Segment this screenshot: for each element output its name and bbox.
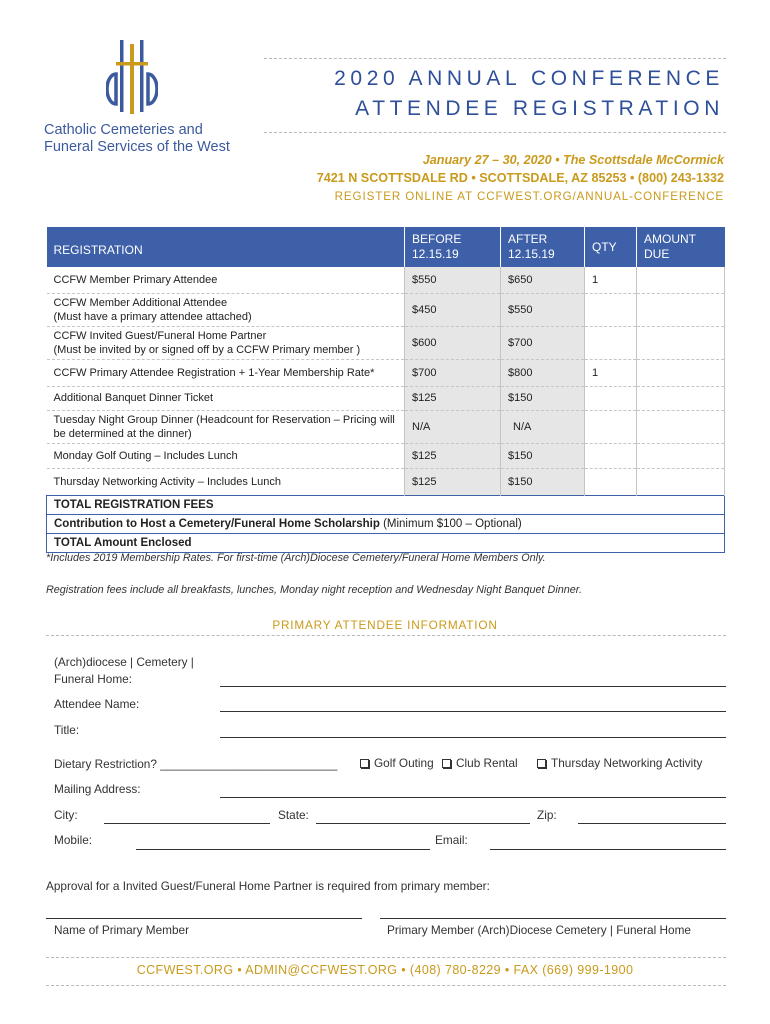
- organization-logo: [44, 38, 244, 158]
- org-name-line2: Funeral Services of the West: [44, 139, 230, 155]
- title-label: Title:: [54, 723, 80, 737]
- attendee-name-field[interactable]: [220, 711, 726, 712]
- row-amount[interactable]: [637, 359, 725, 386]
- row-qty[interactable]: [585, 293, 637, 326]
- mailing-address-field[interactable]: [220, 797, 726, 798]
- row-label: CCFW Invited Guest/Funeral Home Partner (Must be invited by or signed off by a CCFW Primary member ): [47, 326, 405, 359]
- register-online-link[interactable]: REGISTER ONLINE AT CCFWEST.ORG/ANNUAL-CONFERENCE: [334, 190, 724, 203]
- header-registration: REGISTRATION: [47, 227, 405, 267]
- title-line1: 2020 ANNUAL CONFERENCE: [334, 67, 724, 90]
- zip-field[interactable]: [578, 823, 726, 824]
- table-row: [47, 386, 725, 410]
- event-date: January 27 – 30, 2020 • The Scottsdale McCormick: [422, 153, 724, 167]
- row-before-price: $550: [405, 267, 501, 293]
- total-enclosed-label: TOTAL Amount Enclosed: [47, 533, 725, 552]
- primary-member-org-field[interactable]: [380, 918, 726, 919]
- membership-note: *Includes 2019 Membership Rates. For first-time (Arch)Diocese Cemetery/Funeral Home Members Only.: [46, 552, 546, 564]
- primary-member-name-label: Name of Primary Member: [54, 923, 190, 937]
- approval-text: Approval for a Invited Guest/Funeral Home Partner is required from primary member:: [46, 879, 490, 893]
- dietary-label: Dietary Restriction? ___________________________: [54, 757, 338, 771]
- table-row: [47, 410, 725, 443]
- row-qty[interactable]: [585, 326, 637, 359]
- city-field[interactable]: [104, 823, 270, 824]
- table-row: [47, 443, 725, 468]
- row-after-price: $150: [501, 468, 585, 495]
- golf-outing-checkbox[interactable]: [360, 759, 369, 768]
- zip-label: Zip:: [537, 808, 557, 822]
- diocese-field[interactable]: [220, 686, 726, 687]
- total-fees-row: [47, 495, 725, 514]
- row-label: CCFW Member Primary Attendee: [47, 267, 405, 293]
- email-label: Email:: [435, 833, 468, 847]
- row-qty[interactable]: 1: [585, 359, 637, 386]
- row-amount[interactable]: [637, 443, 725, 468]
- divider: [46, 985, 726, 986]
- fees-note: Registration fees include all breakfasts, lunches, Monday night reception and Wednesday Night Banquet Dinner.: [46, 584, 582, 596]
- row-amount[interactable]: [637, 410, 725, 443]
- row-label: Additional Banquet Dinner Ticket: [47, 386, 405, 410]
- row-after-price: $700: [501, 326, 585, 359]
- section-title: PRIMARY ATTENDEE INFORMATION: [272, 618, 498, 632]
- footer-contact: CCFWEST.ORG • ADMIN@CCFWEST.ORG • (408) 780-8229 • FAX (669) 999-1900: [136, 963, 634, 977]
- thursday-networking-label: Thursday Networking Activity: [551, 756, 703, 770]
- row-after-price: $150: [501, 386, 585, 410]
- city-label: City:: [54, 808, 78, 822]
- total-enclosed-row: [47, 533, 725, 552]
- thursday-networking-option[interactable]: [537, 755, 702, 772]
- table-row: [47, 468, 725, 495]
- row-before-price: $125: [405, 386, 501, 410]
- row-qty[interactable]: [585, 410, 637, 443]
- title-field[interactable]: [220, 737, 726, 738]
- row-before-price: $700: [405, 359, 501, 386]
- table-row: [47, 267, 725, 293]
- event-address: 7421 N SCOTTSDALE RD • SCOTTSDALE, AZ 85253 • (800) 243-1332: [316, 171, 724, 185]
- contribution-note: (Minimum $100 – Optional): [379, 517, 522, 530]
- row-before-price: $600: [405, 326, 501, 359]
- divider: [46, 635, 726, 636]
- golf-outing-option[interactable]: [360, 755, 434, 772]
- email-field[interactable]: [490, 849, 726, 850]
- state-field[interactable]: [316, 823, 530, 824]
- row-qty[interactable]: [585, 386, 637, 410]
- cross-logo-icon: [106, 38, 158, 116]
- primary-member-org-label: Primary Member (Arch)Diocese Cemetery | Funeral Home: [387, 923, 691, 937]
- row-before-price: $125: [405, 468, 501, 495]
- row-amount[interactable]: [637, 386, 725, 410]
- row-label: Thursday Networking Activity – Includes Lunch: [47, 468, 405, 495]
- row-label: Monday Golf Outing – Includes Lunch: [47, 443, 405, 468]
- contribution-label: Contribution to Host a Cemetery/Funeral Home Scholarship: [54, 517, 380, 530]
- registration-table: [46, 227, 725, 553]
- row-label: CCFW Member Additional Attendee (Must have a primary attendee attached): [47, 293, 405, 326]
- row-after-price: $800: [501, 359, 585, 386]
- mobile-label: Mobile:: [54, 833, 93, 847]
- row-qty[interactable]: 1: [585, 267, 637, 293]
- row-after-price: $650: [501, 267, 585, 293]
- mailing-address-label: Mailing Address:: [54, 782, 141, 796]
- table-row: [47, 326, 725, 359]
- org-name-line1: Catholic Cemeteries and: [44, 122, 203, 138]
- state-label: State:: [278, 808, 309, 822]
- row-qty[interactable]: [585, 468, 637, 495]
- mobile-field[interactable]: [136, 849, 430, 850]
- organization-name: [44, 122, 244, 156]
- header-amount-due: AMOUNT DUE: [637, 227, 725, 267]
- contribution-row: [47, 514, 725, 533]
- primary-member-name-field[interactable]: [46, 918, 362, 919]
- title-line2: ATTENDEE REGISTRATION: [355, 97, 724, 120]
- page-title: [334, 64, 724, 124]
- header-qty: QTY: [585, 227, 637, 267]
- row-amount[interactable]: [637, 267, 725, 293]
- diocese-label: (Arch)diocese | Cemetery | Funeral Home:: [54, 655, 194, 686]
- row-before-price: N/A: [405, 410, 501, 443]
- table-header-row: [47, 227, 725, 267]
- row-after-price: N/A: [501, 410, 585, 443]
- contribution-cell[interactable]: [47, 514, 725, 533]
- divider: [264, 58, 726, 59]
- table-row: [47, 359, 725, 386]
- club-rental-label: Club Rental: [456, 756, 518, 770]
- table-row: [47, 293, 725, 326]
- row-amount[interactable]: [637, 293, 725, 326]
- row-label: Tuesday Night Group Dinner (Headcount for Reservation – Pricing will be determined at the dinner): [47, 410, 405, 443]
- row-amount[interactable]: [637, 468, 725, 495]
- club-rental-option[interactable]: [442, 755, 518, 772]
- row-qty[interactable]: [585, 443, 637, 468]
- row-amount[interactable]: [637, 326, 725, 359]
- divider: [264, 132, 726, 133]
- golf-outing-label: Golf Outing: [374, 756, 434, 770]
- row-before-price: $125: [405, 443, 501, 468]
- header-before: BEFORE 12.15.19: [405, 227, 501, 267]
- row-after-price: $550: [501, 293, 585, 326]
- attendee-name-label: Attendee Name:: [54, 697, 140, 711]
- header-after: AFTER 12.15.19: [501, 227, 585, 267]
- total-fees-label: TOTAL REGISTRATION FEES: [47, 495, 725, 514]
- row-label: CCFW Primary Attendee Registration + 1-Year Membership Rate*: [47, 359, 405, 386]
- club-rental-checkbox[interactable]: [442, 759, 451, 768]
- thursday-networking-checkbox[interactable]: [537, 759, 546, 768]
- row-after-price: $150: [501, 443, 585, 468]
- divider: [46, 957, 726, 958]
- row-before-price: $450: [405, 293, 501, 326]
